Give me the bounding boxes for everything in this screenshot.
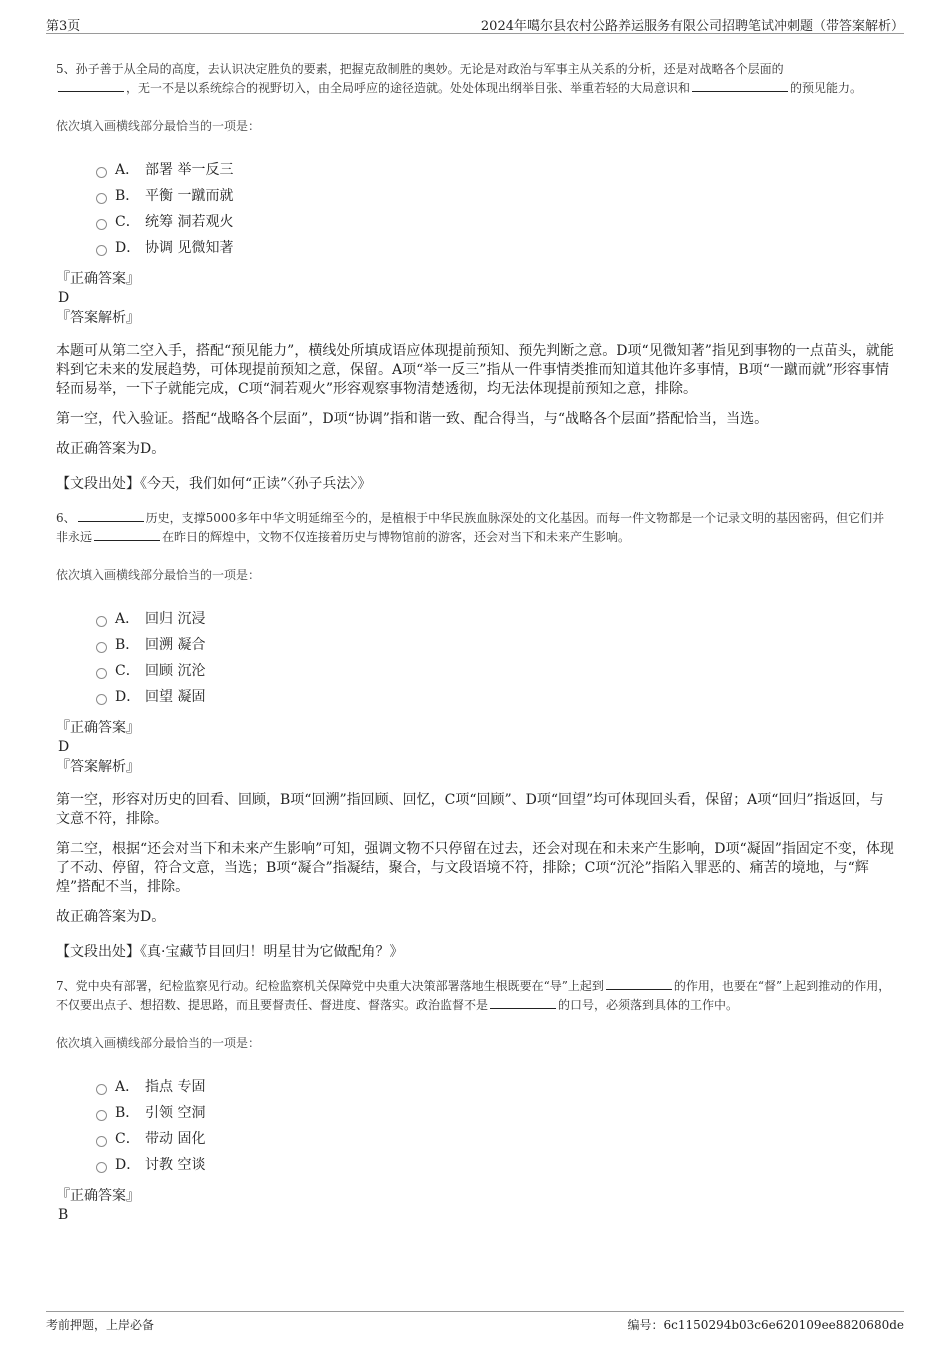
radio-icon[interactable] <box>96 219 107 230</box>
radio-icon[interactable] <box>96 1136 107 1147</box>
analysis-label: 『答案解析』 <box>56 310 140 326</box>
radio-icon[interactable] <box>96 193 107 204</box>
fill-blank <box>58 80 124 92</box>
correct-answer-label: 『正确答案』 <box>56 1188 140 1204</box>
radio-icon[interactable] <box>96 694 107 705</box>
correct-answer-label: 『正确答案』 <box>56 720 140 736</box>
fill-blank <box>490 997 556 1009</box>
page-number: 第3页 <box>46 19 81 34</box>
option-a[interactable]: A． 部署 举一反三 <box>96 156 894 182</box>
footer-slogan: 考前押题，上岸必备 <box>46 1318 155 1332</box>
analysis-label: 『答案解析』 <box>56 759 140 775</box>
question-instruction: 依次填入画横线部分最恰当的一项是： <box>56 1036 261 1050</box>
option-a[interactable]: A． 指点 专固 <box>96 1073 894 1099</box>
correct-answer: D <box>58 290 70 306</box>
fill-blank <box>78 510 144 522</box>
fill-blank <box>606 978 672 990</box>
correct-answer: B <box>58 1207 69 1223</box>
document-body <box>56 60 894 1224</box>
text-source: 【文段出处】《今天，我们如何“正读”〈孙子兵法〉》 <box>56 476 372 492</box>
document-id: 编号：6c1150294b03c6e620109ee8820680de <box>627 1318 904 1332</box>
question-stem: 5、孙子善于从全局的高度，去认识决定胜负的要素，把握克敌制胜的奥妙。无论是对政治与军事主从关系的分析，还是对战略各个层面的 ，无一不是以系统综合的视野切入，由全局呼应的途径造就。处处体现出纲举目张、举重若轻的大局意识和 的预见能力。 <box>56 62 863 95</box>
radio-icon[interactable] <box>96 167 107 178</box>
option-b[interactable]: B． 回溯 凝合 <box>96 631 894 657</box>
option-c[interactable]: C． 带动 固化 <box>96 1125 894 1151</box>
correct-answer: D <box>58 739 70 755</box>
radio-icon[interactable] <box>96 668 107 679</box>
explanation-paragraph: 第二空，根据“还会对当下和未来产生影响”可知，强调文物不只停留在过去，还会对现在和未来产生影响，D项“凝固”指固定不变，体现了不动、停留，符合文意，当选；B项“凝合”指凝结，聚合，与文段语境不符，排除；C项“沉沦”指陷入罪恶的、痛苦的境地，与“辉煌”搭配不当，排除。 <box>56 841 894 895</box>
option-b[interactable]: B． 平衡 一蹴而就 <box>96 182 894 208</box>
fill-blank <box>94 529 160 541</box>
radio-icon[interactable] <box>96 616 107 627</box>
explanation-paragraph: 本题可从第二空入手，搭配“预见能力”，横线处所填成语应体现提前预知、预先判断之意。D项“见微知著”指见到事物的一点苗头，就能料到它未来的发展趋势，可体现提前预知之意，保留。A项“举一反三”指从一件事情类推而知道其他许多事情，B项“一蹴而就”形容事情轻而易举，一下子就能完成，C项“洞若观火”形容观察事物清楚透彻，均无法体现提前预知之意，排除。 <box>56 343 894 397</box>
options-list <box>96 1073 894 1177</box>
text-source: 【文段出处】《真·宝藏节目回归！明星甘为它做配角？》 <box>56 944 404 960</box>
option-a[interactable]: A． 回归 沉浸 <box>96 605 894 631</box>
options-list <box>96 156 894 260</box>
correct-answer-label: 『正确答案』 <box>56 271 140 287</box>
question-5 <box>56 60 894 494</box>
page-header <box>46 13 904 34</box>
option-c[interactable]: C． 回顾 沉沦 <box>96 657 894 683</box>
fill-blank <box>692 80 788 92</box>
explanation-paragraph: 故正确答案为D。 <box>56 441 166 457</box>
options-list <box>96 605 894 709</box>
radio-icon[interactable] <box>96 1084 107 1095</box>
radio-icon[interactable] <box>96 1110 107 1121</box>
explanation-paragraph: 故正确答案为D。 <box>56 909 166 925</box>
question-instruction: 依次填入画横线部分最恰当的一项是： <box>56 568 261 582</box>
radio-icon[interactable] <box>96 1162 107 1173</box>
option-d[interactable]: D． 回望 凝固 <box>96 683 894 709</box>
question-6 <box>56 509 894 962</box>
question-7 <box>56 977 894 1224</box>
page-footer <box>46 1311 904 1332</box>
radio-icon[interactable] <box>96 642 107 653</box>
option-b[interactable]: B． 引领 空洞 <box>96 1099 894 1125</box>
explanation-paragraph: 第一空，形容对历史的回看、回顾，B项“回溯”指回顾、回忆，C项“回顾”、D项“回望”均可体现回头看，保留；A项“回归”指返回，与文意不符，排除。 <box>56 792 884 827</box>
explanation-paragraph: 第一空，代入验证。搭配“战略各个层面”，D项“协调”指和谐一致、配合得当，与“战略各个层面”搭配恰当，当选。 <box>56 411 769 427</box>
question-stem: 7、党中央有部署，纪检监察见行动。纪检监察机关保障党中央重大决策部署落地生根既要在“导”上起到 的作用，也要在“督”上起到推动的作用，不仅要出点子、想招数、提思路，而且要督责任、督进度、督落实。政治监督不是 的口号，必须落到具体的工作中。 <box>56 979 891 1012</box>
radio-icon[interactable] <box>96 245 107 256</box>
option-c[interactable]: C． 统筹 洞若观火 <box>96 208 894 234</box>
option-d[interactable]: D． 协调 见微知著 <box>96 234 894 260</box>
document-title: 2024年噶尔县农村公路养运服务有限公司招聘笔试冲刺题（带答案解析） <box>480 19 904 34</box>
question-stem: 6、 历史，支撑5000多年中华文明延绵至今的，是植根于中华民族血脉深处的文化基因。而每一件文物都是一个记录文明的基因密码，但它们并非永远 在昨日的辉煌中，文物不仅连接着历史与博物馆前的游客，还会对当下和未来产生影响。 <box>56 511 885 544</box>
question-instruction: 依次填入画横线部分最恰当的一项是： <box>56 119 261 133</box>
option-d[interactable]: D． 讨教 空谈 <box>96 1151 894 1177</box>
